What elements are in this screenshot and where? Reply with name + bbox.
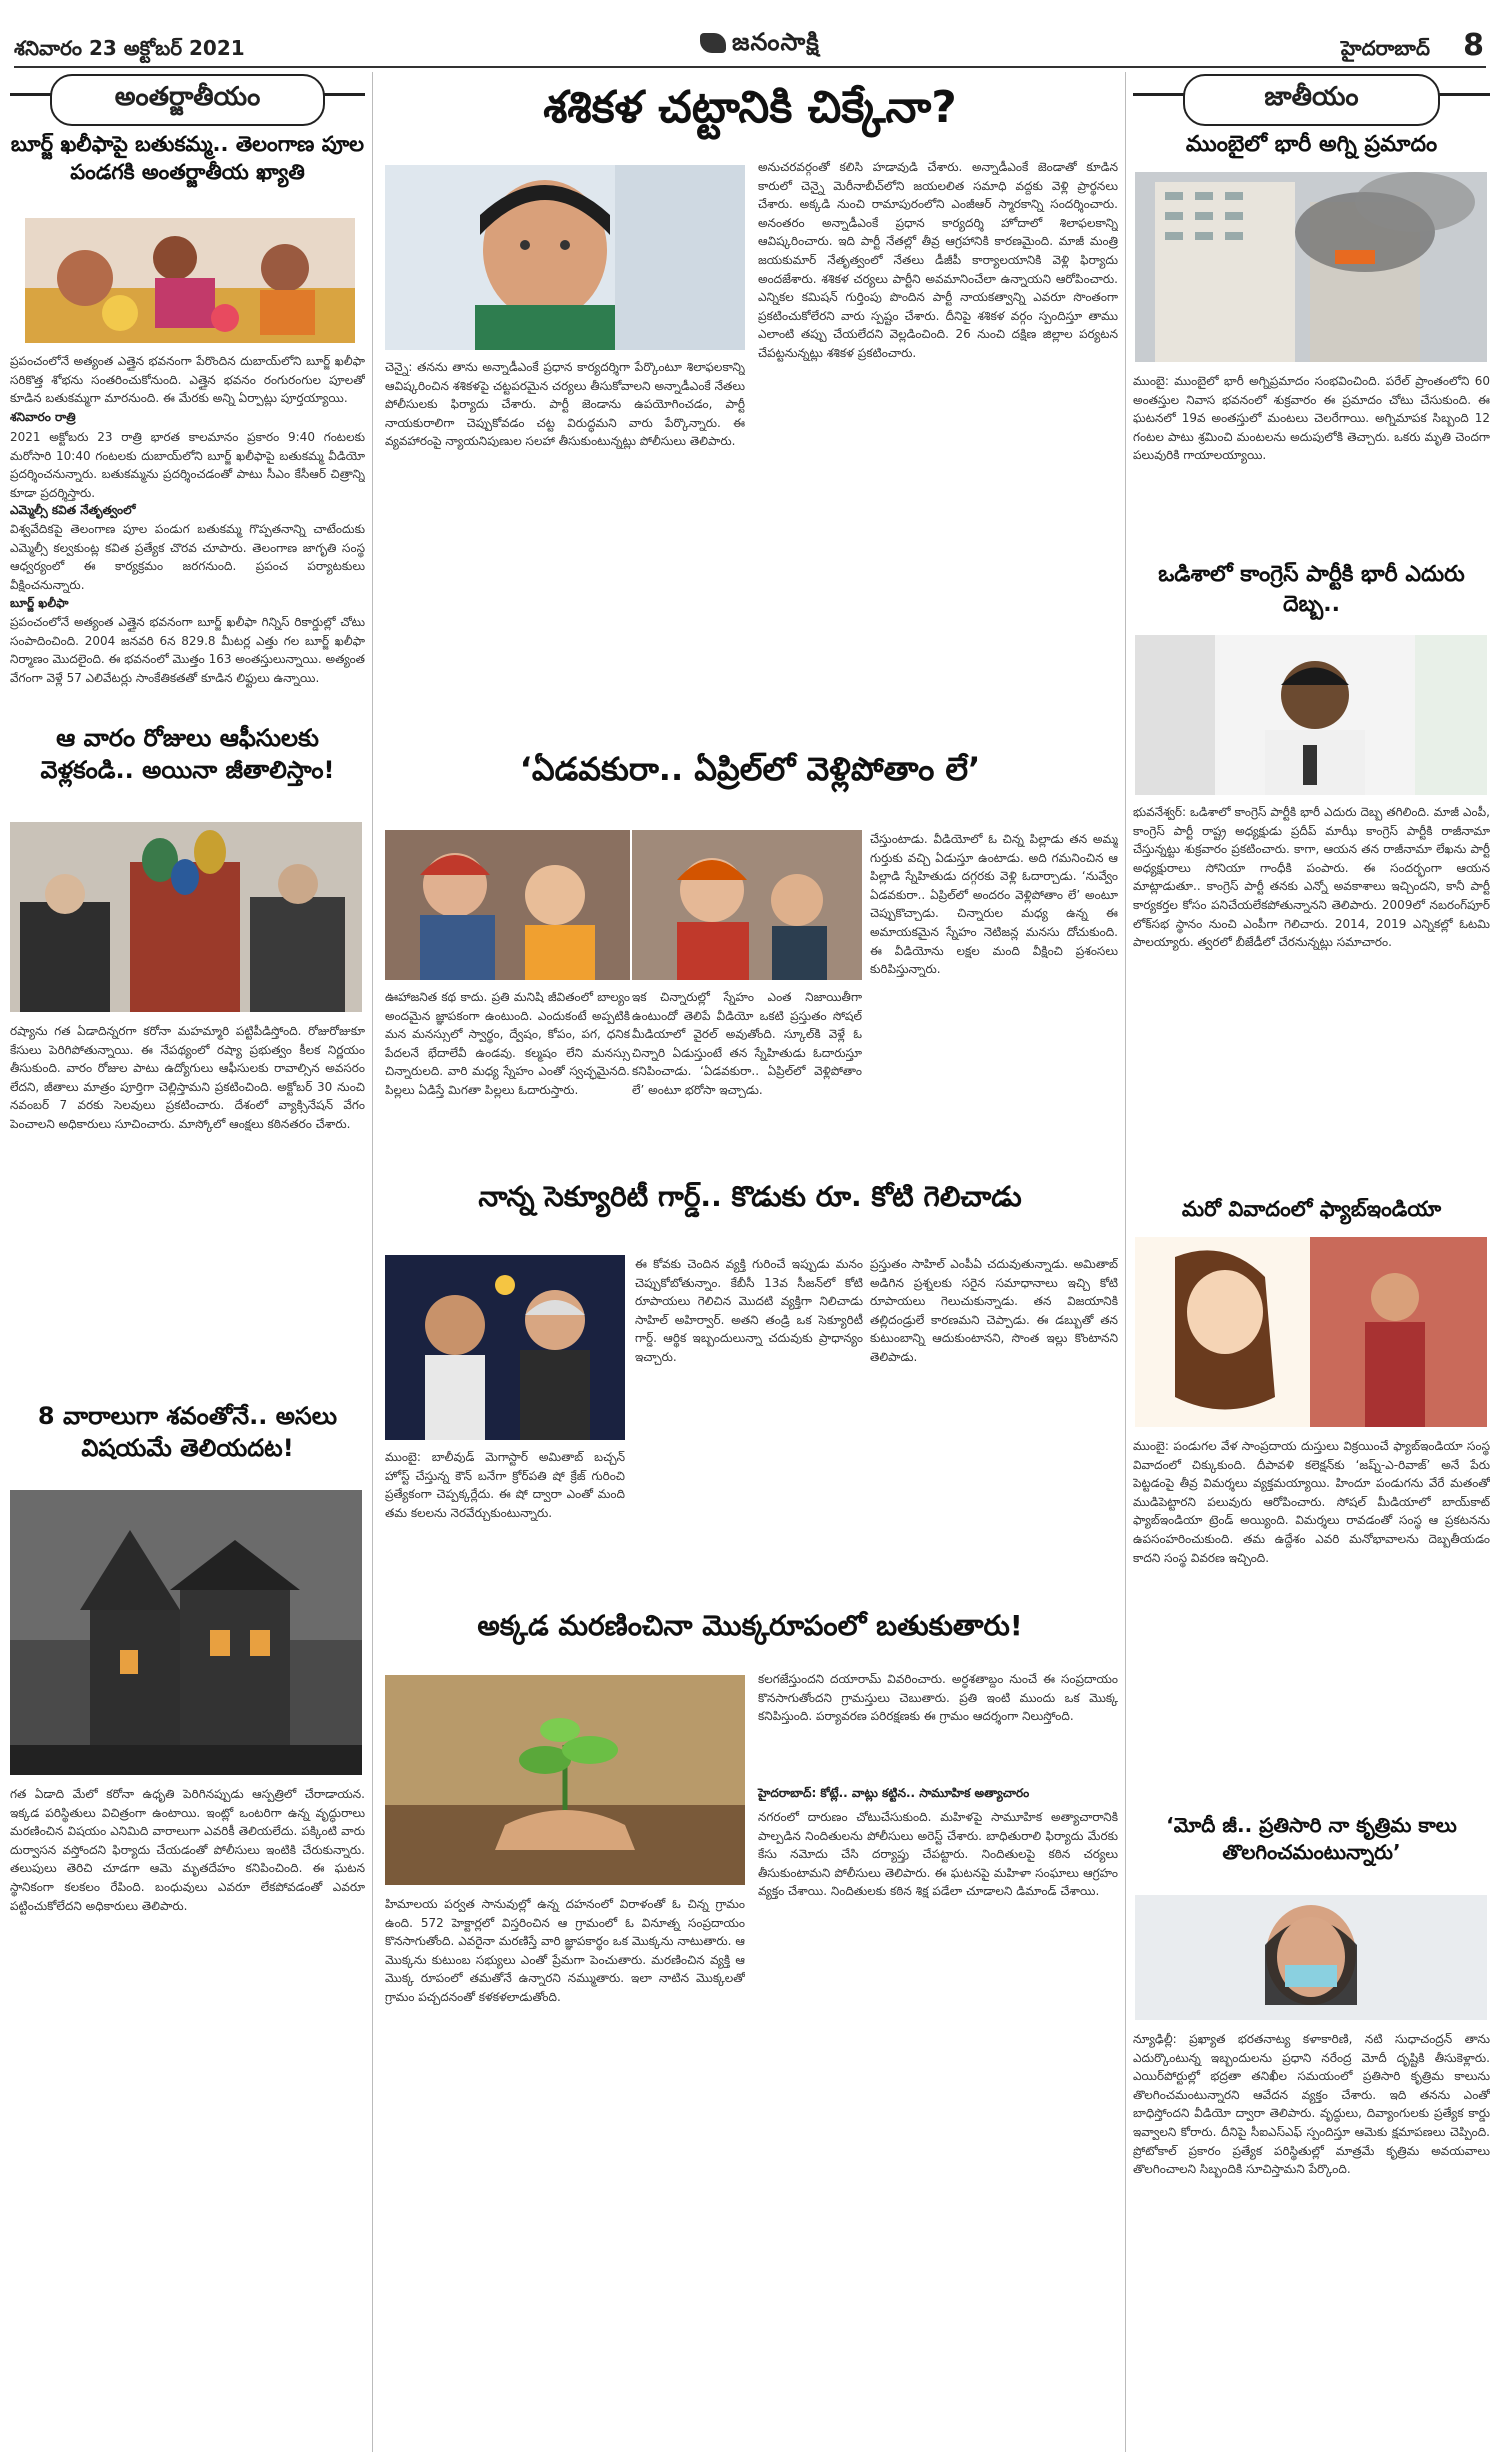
story-burj-body-4: ప్రపంచంలోనే అత్యంత ఎత్తైన భవనంగా బూర్జ్ ఖలీఫా గిన్నిస్ రికార్డుల్లో చోటు సంపాదించింది. 2004 జనవరి 6న 829.8 మీటర్ల ఎత్తు గల బూర్జ్ ఖలీఫా నిర్మాణం మొదలైంది. ఈ భవనంలో మొత్తం 163 అంతస్తులున్నాయి. అత్యంత వేగంగా వెళ్లే 57 ఎలివేటర్లు సాంకేతికతతో కూడిన లిఫ్టులు ఉన్నాయి. — [10, 615, 365, 685]
story-sasikala-body-left: చెన్నై: తనను తాను అన్నాడీఎంకే ప్రధాన కార్యదర్శిగా పేర్కొంటూ శిలాఫలకాన్ని ఆవిష్కరించిన శశికళపై చట్టపరమైన చర్యలు తీసుకోవాలని అన్నాడీఎంకే నేతలు పోలీసులకు ఫిర్యాదు చేశారు. పార్టీ జెండాను ఉపయోగించడం, పార్టీ నాయకురాలిగా చెప్పుకోవడం చట్ట విరుద్ధమని వారు పేర్కొన్నారు. ఈ వ్యవహారంపై న్యాయనిపుణుల సలహా తీసుకుంటున్నట్లు పోలీసులు తెలిపారు. — [385, 360, 745, 449]
story-friendship-headline: ‘ఏడవకురా.. ఏప్రిల్‌లో వెళ్లిపోతాం లే’ — [519, 750, 981, 788]
story-mumbai-fire-body: ముంబై: ముంబైలో భారీ అగ్నిప్రమాదం సంభవించింది. పరేల్ ప్రాంతంలోని 60 అంతస్తుల నివాస భవనంలో శుక్రవారం ఈ ప్రమాదం చోటు చేసుకుంది. ఈ ఘటనలో 19వ అంతస్తులో మంటలు చెలరేగాయి. అగ్నిమాపక సిబ్బంది 12 గంటల పాటు శ్రమించి మంటలను అదుపులోకి తెచ్చారు. ఒకరు మృతి చెందగా పలువురికి గాయాలయ్యాయి. — [1133, 374, 1490, 463]
story-friendship-body-right: చేస్తుంటాడు. వీడియోలో ఓ చిన్న పిల్లాడు తన అమ్మ గుర్తుకు వచ్చి ఏడుస్తూ ఉంటాడు. అది గమనించిన ఆ పిల్లాడి స్నేహితుడు దగ్గరకు వెళ్లి ఓదార్చాడు. ‘నువ్వేం ఏడవకురా.. ఏప్రిల్‌లో అందరం వెళ్లిపోతాం లే’ అంటూ చెప్పుకొచ్చాడు. చిన్నారుల మధ్య ఉన్న ఈ అమాయకమైన స్నేహం నెటిజన్ల మనసు దోచుకుంది. ఈ వీడియోను లక్షల మంది వీక్షించి ప్రశంసలు కురిపిస్తున్నారు. — [870, 832, 1118, 977]
brand-logo-icon — [700, 33, 726, 53]
story-crime-body: నగరంలో దారుణం చోటుచేసుకుంది. మహిళపై సామూహిక అత్యాచారానికి పాల్పడిన నిందితులను పోలీసులు అరెస్ట్ చేశారు. బాధితురాలి ఫిర్యాదు మేరకు కేసు నమోదు చేసి దర్యాప్తు చేపట్టారు. నిందితులపై కఠిన చర్యలు తీసుకుంటామని పోలీసులు తెలిపారు. ఈ ఘటనపై మహిళా సంఘాలు ఆగ్రహం వ్యక్తం చేశాయి. నిందితులకు కఠిన శిక్ష పడేలా చూడాలని డిమాండ్ చేశాయి. — [758, 1810, 1118, 1899]
story-burj-body-2: 2021 అక్టోబరు 23 రాత్రి భారత కాలమానం ప్రకారం 9:40 గంటలకు మరోసారి 10:40 గంటలకు దుబాయ్‌లోని బూర్జ్ ఖలీఫాపై బతుకమ్మ వీడియో ప్రదర్శించనున్నారు. బతుకమ్మను ప్రదర్శించడంతో పాటు సీఎం కేసీఆర్ చిత్రాన్ని కూడా ప్రదర్శిస్తారు. — [10, 430, 365, 500]
section-title: జాతీయం — [1183, 74, 1440, 126]
story-odisha-body: భువనేశ్వర్: ఒడిశాలో కాంగ్రెస్ పార్టీకి భారీ ఎదురు దెబ్బ తగిలింది. మాజీ ఎంపీ, కాంగ్రెస్ పార్టీ రాష్ట్ర అధ్యక్షుడు ప్రదీప్ మాఝీ కాంగ్రెస్ పార్టీకి రాజీనామా చేస్తున్నట్టు శుక్రవారం ప్రకటించారు. కాగా, ఆయన తన రాజీనామా లేఖను పార్టీ అధ్యక్షురాలు సోనియా గాంధీకి పంపారు. ఈ సందర్భంగా ఆయన మాట్లాడుతూ.. కాంగ్రెస్ పార్టీ తనకు ఎన్నో అవకాశాలు ఇచ్చిందని, కానీ పార్టీ కార్యకర్తల కోసం పనిచేయలేకపోతున్నానని తెలిపారు. 2009లో నబరంగ్‌పూర్ లోక్‌సభ స్థానం నుంచి ఎంపీగా గెలిచారు. 2014, 2019 ఎన్నికల్లో ఓటమి పాలయ్యారు. త్వరలో బీజేడీలో చేరనున్నట్లు సమాచారం. — [1133, 805, 1490, 950]
column-divider-right — [1125, 72, 1126, 2452]
story-fabindia-headline: మరో వివాదంలో ఫ్యాబ్‌ఇండియా — [1181, 1197, 1442, 1221]
photo-sasikala — [385, 165, 745, 350]
story-kbc-body-mid: ఈ కోవకు చెందిన వ్యక్తి గురించే ఇప్పుడు మనం చెప్పుకోబోతున్నాం. కేబీసీ 13వ సీజన్‌లో కోటి రూపాయలు గెలిచిన మొదటి వ్యక్తిగా నిలిచాడు సాహిల్ అహిర్వార్. అతని తండ్రి ఒక సెక్యూరిటీ గార్డ్. ఆర్థిక ఇబ్బందులున్నా చదువుకు ప్రాధాన్యం ఇచ్చారు. — [635, 1257, 863, 1364]
section-title: అంతర్జాతీయం — [50, 74, 325, 126]
story-8weeks-headline: 8 వారాలుగా శవంతోనే.. అసలు విషయమే తెలియదట! — [37, 1402, 338, 1463]
story-burj-body-3: విశ్వవేదికపై తెలంగాణ పూల పండుగ బతుకమ్మ గొప్పతనాన్ని చాటేందుకు ఎమ్మెల్సీ కల్వకుంట్ల కవిత ప్రత్యేక చొరవ చూపారు. తెలంగాణ జాగృతి సంస్థ ఆధ్వర్యంలో ఈ కార్యక్రమం జరగనుంది. ప్రపంచ పర్యాటకులు వీక్షించనున్నారు. — [10, 522, 365, 592]
story-mumbai-fire-headline: ముంబైలో భారీ అగ్ని ప్రమాదం — [1185, 132, 1438, 157]
column-divider-left — [372, 72, 373, 2452]
story-burj-body: ప్రపంచంలోనే అత్యంత ఎత్తైన భవనంగా పేరొందిన దుబాయ్‌లోని బూర్జ్ ఖలీఫా సరికొత్త శోభను సంతరించుకోనుంది. ఎత్తైన భవనం రంగురంగుల పూలతో కూడిన బతుకమ్మగా మారనుంది. ఈ మేరకు అన్ని ఏర్పాట్లు పూర్తయ్యాయి. — [10, 354, 365, 406]
story-burj-subhead-2: బూర్జ్ ఖలీఫా — [10, 596, 69, 610]
story-plant-headline: అక్కడ మరణించినా మొక్కరూపంలో బతుకుతారు! — [477, 1609, 1023, 1642]
brand-name: జనంసాక్షి — [732, 28, 820, 56]
header-rule — [14, 66, 1486, 68]
story-sudha-headline: ‘మోదీ జీ.. ప్రతిసారి నా కృత్రిమ కాలు తొలగించమంటున్నారు’ — [1166, 1813, 1457, 1864]
photo-sapling — [385, 1675, 745, 1885]
story-russia-headline: ఆ వారం రోజులు ఆఫీసులకు వెళ్లకండి.. అయినా జీతాలిస్తాం! — [40, 724, 335, 785]
story-russia-body: రష్యాను గత ఏడాదిన్నరగా కరోనా మహమ్మారి పట్టిపీడిస్తోంది. రోజురోజుకూ కేసులు పెరిగిపోతున్నాయి. ఈ నేపథ్యంలో రష్యా ప్రభుత్వం కీలక నిర్ణయం తీసుకుంది. వారం రోజుల పాటు ఉద్యోగులు ఆఫీసులకు రావాల్సిన అవసరం లేదని, జీతాలు మాత్రం పూర్తిగా చెల్లిస్తామని ప్రకటించింది. అక్టోబర్ 30 నుంచి నవంబర్ 7 వరకు సెలవులు ప్రకటించారు. దేశంలో వ్యాక్సినేషన్ వేగం పెంచాలని అధికారులు సూచించారు. మాస్కోలో ఆంక్షలు కఠినతరం చేశారు. — [10, 1024, 365, 1131]
photo-mumbai-fire — [1135, 172, 1487, 362]
story-kbc-body-left: ముంబై: బాలీవుడ్ మెగాస్టార్ అమితాబ్ బచ్చన్ హోస్ట్ చేస్తున్న కౌన్ బనేగా క్రోర్‌పతి షో క్రేజ్ గురించి ప్రత్యేకంగా చెప్పక్కర్లేదు. ఈ షో ద్వారా ఎంతో మంది తమ కలలను నెరవేర్చుకుంటున్నారు. — [385, 1450, 625, 1520]
photo-kbc — [385, 1255, 625, 1440]
story-burj-subhead-1: ఎమ్మెల్సీ కవిత నేతృత్వంలో — [10, 503, 136, 517]
story-burj-headline: బూర్జ్ ఖలీఫాపై బతుకమ్మ.. తెలంగాణ పూల పండగకి అంతర్జాతీయ ఖ్యాతి — [10, 132, 365, 185]
story-crime-subhead: హైదరాబాద్: కోట్లే.. వాట్లు కట్టిన.. సామూహిక అత్యాచారం — [758, 1786, 1030, 1800]
section-international — [10, 74, 365, 114]
masthead — [700, 28, 820, 62]
issue-date: శనివారం 23 అక్టోబర్ 2021 — [14, 36, 245, 60]
photo-kids-1 — [385, 830, 630, 980]
page-number: 8 — [1463, 28, 1484, 63]
story-friendship-body-left: ఊహాజనిత కథ కాదు. ప్రతి మనిషి జీవితంలో బాల్యం అందమైన జ్ఞాపకంగా ఉంటుంది. ఎందుకంటే అప్పటికి మన మనస్సులో స్వార్థం, ద్వేషం, కోపం, పగ, ధనిక పేదలనే భేదాలేవీ ఉండవు. కల్మషం లేని మనస్సు చిన్నారులది. వారి మధ్య స్నేహం ఎంతో స్వచ్ఛమైనది. పిల్లలు ఏడిస్తే మిగతా పిల్లలు ఓదారుస్తారు. — [385, 990, 630, 1097]
photo-fabindia — [1135, 1237, 1487, 1427]
photo-odisha-leader — [1135, 635, 1487, 795]
story-sasikala-headline: శశికళ చట్టానికి చిక్కేనా? — [543, 82, 957, 133]
story-kbc-body-right: ప్రస్తుతం సాహిల్ ఎంపీఏ చదువుతున్నాడు. అమితాబ్ అడిగిన ప్రశ్నలకు సరైన సమాధానాలు ఇచ్చి కోటి రూపాయలు గెలుచుకున్నాడు. తన విజయానికి తల్లిదండ్రులే కారణమని చెప్పాడు. ఈ డబ్బుతో తన కుటుంబాన్ని ఆదుకుంటానని, సొంత ఇల్లు కొంటానని తెలిపాడు. — [870, 1257, 1118, 1364]
photo-bathukamma — [25, 218, 355, 343]
photo-kids-2 — [632, 830, 862, 980]
story-8weeks-body: గత ఏడాది మేలో కరోనా ఉధృతి పెరిగినప్పుడు ఆస్పత్రిలో చేరాడాయన. ఇక్కడ పరిస్థితులు విచిత్రంగా ఉంటాయి. ఇంట్లో ఒంటరిగా ఉన్న వృద్ధురాలు మరణించిన విషయం ఎనిమిది వారాలుగా ఎవరికీ తెలియలేదు. పక్కింటి వారు దుర్వాసన వస్తోందని ఫిర్యాదు చేయడంతో పోలీసులు ఇంటికి చేరుకున్నారు. తలుపులు తెరిచి చూడగా ఆమె మృతదేహం కనిపించింది. ఈ ఘటన స్థానికంగా కలకలం రేపింది. బంధువులు ఎవరూ లేకపోవడంతో ఎవరూ పట్టించుకోలేదని అధికారులు తెలిపారు. — [10, 1787, 365, 1913]
photo-haunted-house — [10, 1490, 362, 1775]
story-kbc-headline: నాన్న సెక్యూరిటీ గార్డ్.. కొడుకు రూ. కోటి గెలిచాడు — [478, 1180, 1022, 1213]
story-fabindia-body: ముంబై: పండుగల వేళ సాంప్రదాయ దుస్తులు విక్రయించే ఫ్యాబ్‌ఇండియా సంస్థ వివాదంలో చిక్కుకుంది. దీపావళి కలెక్షన్‌కు ‘జష్న్-ఎ-రివాజ్’ అనే పేరు పెట్టడంపై తీవ్ర విమర్శలు వ్యక్తమయ్యాయి. హిందూ పండుగను వేరే మతంతో ముడిపెట్టారని పలువురు ఆరోపించారు. సోషల్ మీడియాలో బాయ్‌కాట్ ఫ్యాబ్‌ఇండియా ట్రెండ్ అయ్యింది. విమర్శలు రావడంతో సంస్థ ఆ ప్రకటనను ఉపసంహరించుకుంది. తమ ఉద్దేశం ఎవరి మనోభావాలను దెబ్బతీయడం కాదని సంస్థ వివరణ ఇచ్చింది. — [1133, 1439, 1490, 1565]
photo-moscow — [10, 822, 362, 1012]
edition-city: హైదరాబాద్ — [1340, 36, 1430, 60]
story-sasikala-body-right: అనుచరవర్గంతో కలిసి హడావుడి చేశారు. అన్నాడీఎంకే జెండాతో కూడిన కారులో చెన్నై మెరీనాబీచ్‌లోని జయలలిత సమాధి వద్దకు వెళ్లి ప్రార్థనలు చేశారు. అక్కడి నుంచి రామాపురంలోని ఎంజీఆర్ స్మారకాన్ని సందర్శించారు. అనంతరం అన్నాడీఎంకే ప్రధాన కార్యదర్శి హోదాలో శిలాఫలకాన్ని ఆవిష్కరించారు. ఇది పార్టీ నేతల్లో తీవ్ర ఆగ్రహానికి కారణమైంది. మాజీ మంత్రి జయకుమార్ నేతృత్వంలో నేతలు డీజీపీ కార్యాలయానికి వెళ్లి ఫిర్యాదు అందజేశారు. శశికళ చర్యలు పార్టీని అవమానించేలా ఉన్నాయని ఆరోపించారు. ఎన్నికల కమిషన్ గుర్తింపు పొందిన పార్టీ నాయకత్వాన్ని ఎవరూ సొంతంగా ప్రకటించుకోలేరని వారు స్పష్టం చేశారు. దీనిపై శశికళ వర్గం స్పందిస్తూ తాము ఎలాంటి తప్పు చేయలేదని వెల్లడించింది. 26 నుంచి దక్షిణ జిల్లాల పర్యటన చేపట్టనున్నట్లు శశికళ ప్రకటించారు. — [758, 160, 1118, 360]
photo-sudha-chandran — [1135, 1895, 1487, 2020]
story-plant-body-right: కలగజేస్తుందని దయారామ్ వివరించారు. అర్ధశతాబ్దం నుంచే ఈ సంప్రదాయం కొనసాగుతోందని గ్రామస్తులు చెబుతారు. ప్రతి ఇంటి ముందు ఒక మొక్క కనిపిస్తుంది. పర్యావరణ పరిరక్షణకు ఈ గ్రామం ఆదర్శంగా నిలుస్తోంది. — [758, 1672, 1118, 1724]
section-national — [1133, 74, 1490, 114]
story-sudha-body: న్యూఢిల్లీ: ప్రఖ్యాత భరతనాట్య కళాకారిణి, నటి సుధాచంద్రన్ తాను ఎదుర్కొంటున్న ఇబ్బందులను ప్రధాని నరేంద్ర మోదీ దృష్టికి తీసుకెళ్లారు. ఎయిర్‌పోర్టుల్లో భద్రతా తనిఖీల సమయంలో ప్రతిసారి కృత్రిమ కాలును తొలగించమంటున్నారని ఆవేదన వ్యక్తం చేశారు. ఇది తనను ఎంతో బాధిస్తోందని వీడియో ద్వారా తెలిపారు. వృద్ధులు, దివ్యాంగులకు ప్రత్యేక కార్డు ఇవ్వాలని కోరారు. దీనిపై సీఐఎస్ఎఫ్ స్పందిస్తూ ఆమెకు క్షమాపణలు చెప్పింది. ప్రోటోకాల్ ప్రకారం ప్రత్యేక పరిస్థితుల్లో మాత్రమే కృత్రిమ అవయవాలు తొలగించాలని సిబ్బందికి సూచిస్తామని పేర్కొంది. — [1133, 2032, 1490, 2177]
story-odisha-headline: ఒడిశాలో కాంగ్రెస్ పార్టీకి భారీ ఎదురు దెబ్బ.. — [1158, 562, 1465, 617]
story-friendship-body-mid: ఇక చిన్నారుల్లో స్నేహం ఎంత నిజాయితీగా ఉంటుందో తెలిపే వీడియో ఒకటి ప్రస్తుతం సోషల్ మీడియాలో వైరల్ అవుతోంది. స్కూల్‌కి వెళ్లే ఓ చిన్నారి ఏడుస్తుంటే తన స్నేహితుడు ఓదారుస్తూ కనిపించాడు. ‘ఏడవకురా.. ఏప్రిల్‌లో వెళ్లిపోతాం లే’ అంటూ భరోసా ఇచ్చాడు. — [632, 990, 862, 1097]
story-burj-dateline: శనివారం రాత్రి — [10, 410, 76, 424]
story-plant-body-left: హిమాలయ పర్వత సానువుల్లో ఉన్న దహనంలో విరాళంతో ఓ చిన్న గ్రామం ఉంది. 572 హెక్టార్లలో విస్తరించిన ఆ గ్రామంలో ఓ వినూత్న సంప్రదాయం కొనసాగుతోంది. ఎవరైనా మరణిస్తే వారి జ్ఞాపకార్థం ఒక మొక్కను నాటుతారు. ఆ మొక్కను కుటుంబ సభ్యులు ఎంతో ప్రేమగా పెంచుతారు. మరణించిన వ్యక్తి ఆ మొక్క రూపంలో తమతోనే ఉన్నారని నమ్ముతారు. ఇలా నాటిన మొక్కలతో గ్రామం పచ్చదనంతో కళకళలాడుతోంది. — [385, 1897, 745, 2004]
